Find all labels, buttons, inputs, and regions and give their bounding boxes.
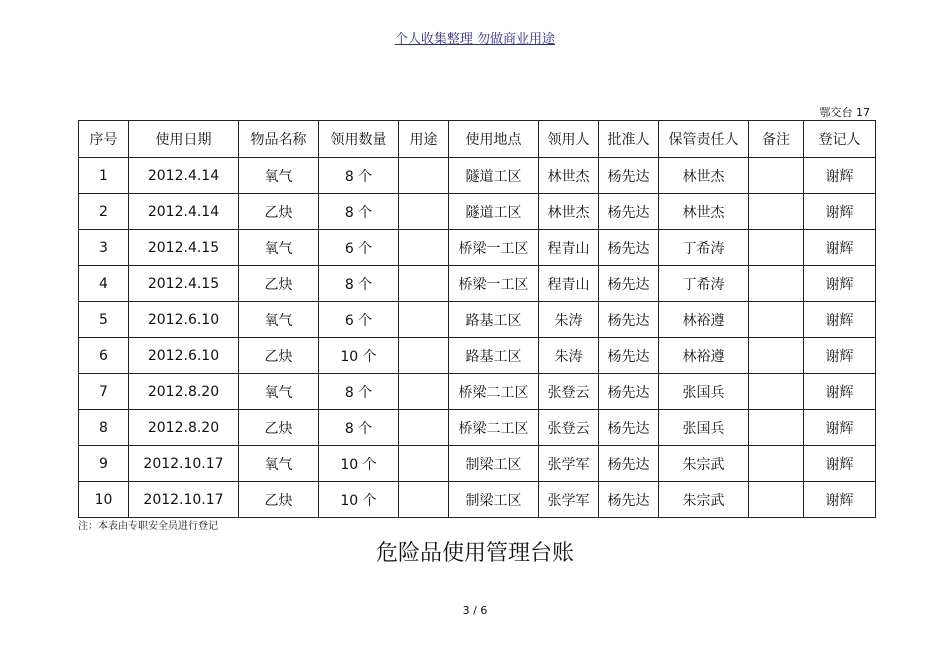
table-cell: 制梁工区 bbox=[449, 446, 539, 482]
watermark-text: 个人收集整理 勿做商业用途 bbox=[394, 32, 556, 47]
document-title: 危险品使用管理台账 bbox=[375, 541, 574, 566]
table-cell bbox=[399, 374, 449, 410]
ledger-table bbox=[78, 120, 876, 518]
table-cell: 丁希涛 bbox=[659, 230, 749, 266]
table-row bbox=[79, 446, 876, 482]
table-cell: 2012.6.10 bbox=[129, 302, 239, 338]
table-cell: 氧气 bbox=[239, 158, 319, 194]
table-cell: 6 bbox=[79, 338, 129, 374]
table-cell: 林裕遵 bbox=[659, 302, 749, 338]
column-header: 领用数量 bbox=[319, 121, 399, 158]
table-cell: 8 个 bbox=[319, 410, 399, 446]
column-header: 物品名称 bbox=[239, 121, 319, 158]
table-header-row bbox=[79, 121, 876, 158]
table-cell bbox=[399, 410, 449, 446]
table-cell: 8 个 bbox=[319, 374, 399, 410]
table-cell bbox=[399, 194, 449, 230]
table-row bbox=[79, 482, 876, 518]
table-cell: 8 个 bbox=[319, 194, 399, 230]
table-cell: 林世杰 bbox=[659, 158, 749, 194]
table-cell: 氧气 bbox=[239, 230, 319, 266]
table-cell: 程青山 bbox=[539, 266, 599, 302]
table-cell: 8 个 bbox=[319, 158, 399, 194]
table-cell: 2012.4.14 bbox=[129, 158, 239, 194]
table-cell: 程青山 bbox=[539, 230, 599, 266]
table-row bbox=[79, 374, 876, 410]
table-cell bbox=[749, 482, 804, 518]
table-cell bbox=[749, 446, 804, 482]
table-cell: 谢辉 bbox=[804, 338, 876, 374]
table-cell: 路基工区 bbox=[449, 338, 539, 374]
table-cell bbox=[399, 158, 449, 194]
table-cell: 10 个 bbox=[319, 446, 399, 482]
table-cell: 杨先达 bbox=[599, 230, 659, 266]
table-cell: 张学军 bbox=[539, 482, 599, 518]
table-cell: 谢辉 bbox=[804, 230, 876, 266]
table-cell: 谢辉 bbox=[804, 302, 876, 338]
table-cell bbox=[399, 338, 449, 374]
table-cell: 杨先达 bbox=[599, 374, 659, 410]
table-cell: 林世杰 bbox=[659, 194, 749, 230]
table-cell: 张学军 bbox=[539, 446, 599, 482]
table-cell: 4 bbox=[79, 266, 129, 302]
table-cell: 谢辉 bbox=[804, 194, 876, 230]
table-cell: 杨先达 bbox=[599, 410, 659, 446]
table-cell: 10 个 bbox=[319, 482, 399, 518]
table-row bbox=[79, 266, 876, 302]
document-code: 鄂交台 17 bbox=[819, 106, 870, 119]
table-cell: 6 个 bbox=[319, 302, 399, 338]
column-header: 保管责任人 bbox=[659, 121, 749, 158]
table-cell: 林裕遵 bbox=[659, 338, 749, 374]
table-cell: 杨先达 bbox=[599, 338, 659, 374]
table-cell: 2012.4.15 bbox=[129, 230, 239, 266]
table-row bbox=[79, 158, 876, 194]
table-cell: 谢辉 bbox=[804, 374, 876, 410]
table-row bbox=[79, 410, 876, 446]
table-cell: 张国兵 bbox=[659, 410, 749, 446]
table-cell bbox=[749, 302, 804, 338]
table-cell: 3 bbox=[79, 230, 129, 266]
table-cell: 2012.10.17 bbox=[129, 446, 239, 482]
table-cell: 1 bbox=[79, 158, 129, 194]
table-cell: 朱涛 bbox=[539, 338, 599, 374]
table-cell: 张登云 bbox=[539, 374, 599, 410]
table-cell: 9 bbox=[79, 446, 129, 482]
table-cell bbox=[749, 158, 804, 194]
table-row bbox=[79, 230, 876, 266]
table-cell: 张登云 bbox=[539, 410, 599, 446]
table-cell: 乙炔 bbox=[239, 338, 319, 374]
table-cell: 8 bbox=[79, 410, 129, 446]
table-cell: 氧气 bbox=[239, 446, 319, 482]
table-body bbox=[79, 158, 876, 518]
table-row bbox=[79, 194, 876, 230]
table-cell: 谢辉 bbox=[804, 446, 876, 482]
table-cell bbox=[399, 230, 449, 266]
page-number: 3 / 6 bbox=[462, 604, 488, 617]
table-cell: 乙炔 bbox=[239, 194, 319, 230]
table-cell: 桥梁一工区 bbox=[449, 230, 539, 266]
table-cell: 乙炔 bbox=[239, 482, 319, 518]
column-header: 登记人 bbox=[804, 121, 876, 158]
table-cell: 桥梁一工区 bbox=[449, 266, 539, 302]
table-cell: 氧气 bbox=[239, 302, 319, 338]
table-cell bbox=[749, 338, 804, 374]
table-cell: 杨先达 bbox=[599, 446, 659, 482]
table-cell: 朱宗武 bbox=[659, 482, 749, 518]
table-cell: 杨先达 bbox=[599, 158, 659, 194]
table-cell: 制梁工区 bbox=[449, 482, 539, 518]
table-cell bbox=[749, 266, 804, 302]
table-cell: 杨先达 bbox=[599, 194, 659, 230]
column-header: 领用人 bbox=[539, 121, 599, 158]
table-cell: 7 bbox=[79, 374, 129, 410]
table-cell: 谢辉 bbox=[804, 482, 876, 518]
column-header: 使用地点 bbox=[449, 121, 539, 158]
table-cell: 朱宗武 bbox=[659, 446, 749, 482]
table-cell: 杨先达 bbox=[599, 482, 659, 518]
table-cell: 朱涛 bbox=[539, 302, 599, 338]
column-header: 使用日期 bbox=[129, 121, 239, 158]
table-cell: 桥梁二工区 bbox=[449, 410, 539, 446]
table-cell: 2 bbox=[79, 194, 129, 230]
table-cell bbox=[399, 446, 449, 482]
table-cell bbox=[399, 302, 449, 338]
table-cell: 6 个 bbox=[319, 230, 399, 266]
table-cell: 2012.8.20 bbox=[129, 410, 239, 446]
table-cell: 5 bbox=[79, 302, 129, 338]
table-cell: 2012.8.20 bbox=[129, 374, 239, 410]
table-cell: 杨先达 bbox=[599, 266, 659, 302]
table-cell: 桥梁二工区 bbox=[449, 374, 539, 410]
table-cell: 10 bbox=[79, 482, 129, 518]
table-cell: 2012.4.14 bbox=[129, 194, 239, 230]
table-row bbox=[79, 302, 876, 338]
table-cell: 路基工区 bbox=[449, 302, 539, 338]
table-cell: 杨先达 bbox=[599, 302, 659, 338]
table-cell: 丁希涛 bbox=[659, 266, 749, 302]
table-cell: 2012.4.15 bbox=[129, 266, 239, 302]
table-cell bbox=[749, 374, 804, 410]
table-cell: 乙炔 bbox=[239, 266, 319, 302]
column-header: 批准人 bbox=[599, 121, 659, 158]
table-cell: 2012.10.17 bbox=[129, 482, 239, 518]
table-row bbox=[79, 338, 876, 374]
table-cell bbox=[399, 482, 449, 518]
table-cell: 林世杰 bbox=[539, 194, 599, 230]
column-header: 备注 bbox=[749, 121, 804, 158]
column-header: 用途 bbox=[399, 121, 449, 158]
header-watermark bbox=[0, 28, 950, 47]
table-cell: 谢辉 bbox=[804, 158, 876, 194]
table-cell: 谢辉 bbox=[804, 266, 876, 302]
table-cell: 10 个 bbox=[319, 338, 399, 374]
table-cell: 谢辉 bbox=[804, 410, 876, 446]
table-cell bbox=[749, 230, 804, 266]
table-cell bbox=[749, 410, 804, 446]
table-cell: 8 个 bbox=[319, 266, 399, 302]
table-cell: 2012.6.10 bbox=[129, 338, 239, 374]
table-cell: 氧气 bbox=[239, 374, 319, 410]
table-cell: 隧道工区 bbox=[449, 158, 539, 194]
table-note: 注：本表由专职安全员进行登记 bbox=[78, 521, 218, 532]
table-cell: 隧道工区 bbox=[449, 194, 539, 230]
column-header: 序号 bbox=[79, 121, 129, 158]
table-cell: 张国兵 bbox=[659, 374, 749, 410]
table-cell: 林世杰 bbox=[539, 158, 599, 194]
table-cell bbox=[749, 194, 804, 230]
table-cell bbox=[399, 266, 449, 302]
table-cell: 乙炔 bbox=[239, 410, 319, 446]
